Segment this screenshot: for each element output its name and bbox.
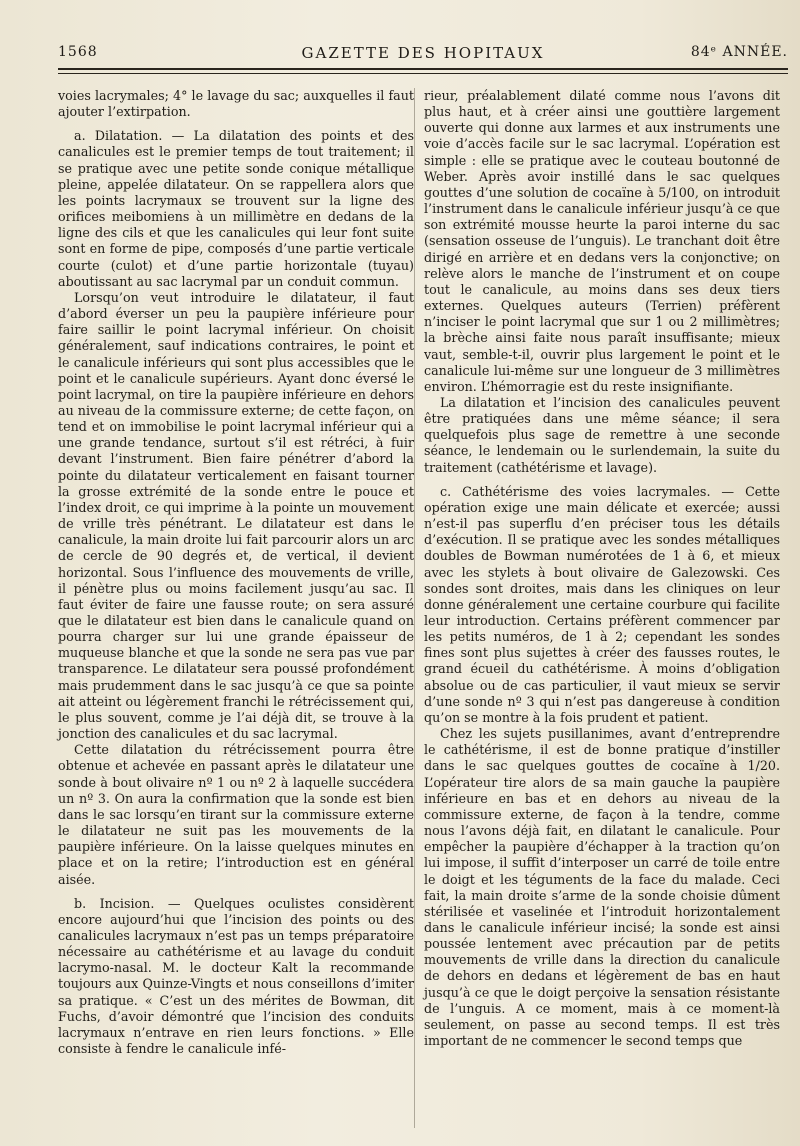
paragraph: voies lacrymales; 4° le lavage du sac; auxquelles il faut ajouter l’extirpation. xyxy=(58,88,414,120)
header-rule-thin xyxy=(58,73,788,74)
right-column xyxy=(424,88,780,1049)
journal-title: GAZETTE DES HOPITAUX xyxy=(301,44,545,62)
column-divider xyxy=(414,88,415,1128)
volume-year: 84ᵉ ANNÉE. xyxy=(690,44,788,60)
left-column xyxy=(58,88,414,1057)
paragraph: b. Incision. — Quelques oculistes considèrent encore aujourd’hui que l’incision des points ou des canalicules lacrymaux n’est pas un temps préparatoire nécessaire au cathétérisme et au lavage du conduit lacrymo-nasal. M. le docteur Kalt la recommande toujours aux Quinze-Vingts et nous conseillons d’imiter sa pratique. « C’est un des mérites de Bowman, dit Fuchs, d’avoir démontré que l’incision des conduits lacrymaux n’entrave en rien leurs fonctions. » Elle consiste à fendre le canalicule infé- xyxy=(58,895,414,1057)
paragraph: Cette dilatation du rétrécissement pourra être obtenue et achevée en passant après le dilatateur une sonde à bout olivaire nº 1 ou nº 2 à laquelle succédera un nº 3. On aura la confirmation que la sonde est bien dans le sac lorsqu’en tirant sur la commissure externe le dilatateur ne suit pas les mouvements de la paupière inférieure. On la laisse quelques minutes en place et on la retire; l’introduction est en général aisée. xyxy=(58,742,414,887)
paragraph: a. Dilatation. — La dilatation des points et des canalicules est le premier temps de tout traitement; il se pratique avec une petite sonde conique métallique pleine, appelée dilatateur. On se rappellera alors que les points lacrymaux se trouvent sur la ligne des orifices meibomiens à un millimètre en dedans de la ligne des cils et que les canalicules qui leur font suite sont en forme de pipe, composés d’une partie verticale courte (culot) et d’une partie horizontale (tuyau) aboutissant au sac lacrymal par un conduit commun. xyxy=(58,128,414,289)
header-rule-thick xyxy=(58,68,788,70)
paragraph: c. Cathétérisme des voies lacrymales. — Cette opération exige une main délicate et exercée; aussi n’est-il pas superflu d’en préciser tous les détails d’exécution. Il se pratique avec les sondes métalliques doubles de Bowman numérotées de 1 à 6, et mieux avec les stylets à bout olivaire de Galezowski. Ces sondes sont droites, mais dans les cliniques on leur donne généralement une certaine courbure qui facilite leur introduction. Certains préfèrent commencer par les petits numéros, de 1 à 2; cependant les sondes fines sont plus sujettes à créer des fausses routes, le grand écueil du cathétérisme. À moins d’obligation absolue ou de cas particulier, il vaut mieux se servir d’une sonde nº 3 qui n’est pas dangereuse à condition qu’on se montre à la fois prudent et patient. xyxy=(424,483,780,725)
paragraph: Lorsqu’on veut introduire le dilatateur, il faut d’abord éverser un peu la paupière inférieure pour faire saillir le point lacrymal inférieur. On choisit généralement, sauf indications contraires, le point et le canalicule inférieurs qui sont plus accessibles que le point et le canalicule supérieurs. Ayant donc éversé le point lacrymal, on tire la paupière inférieure en dehors au niveau de la commissure externe; de cette façon, on tend et on immobilise le point lacrymal inférieur qui a une grande tendance, surtout s’il est rétréci, à fuir devant l’instrument. Bien faire pénétrer d’abord la pointe du dilatateur verticalement en faisant tourner la grosse extrémité de la sonde entre le pouce et l’index droit, ce qui imprime à la pointe un mouvement de vrille très pénétrant. Le dilatateur est dans le canalicule, la main droite lui fait parcourir alors un arc de cercle de 90 degrés et, de vertical, il devient horizontal. Sous l’influence des mouvements de vrille, il pénètre plus ou moins facilement jusqu’au sac. Il faut éviter de faire une fausse route; on sera assuré que le dilatateur est bien dans le canalicule quand on pourra charger sur lui une grande épaisseur de muqueuse blanche et que la sonde ne sera pas vue par transparence. Le dilatateur sera poussé profondément mais prudemment dans le sac jusqu’à ce que sa pointe ait atteint ou légèrement franchi le rétrécissement qui, le plus souvent, comme je l’ai déjà dit, se trouve à la jonction des canalicules et du sac lacrymal. xyxy=(58,289,414,742)
paragraph: La dilatation et l’incision des canalicules peuvent être pratiquées dans une même séance; il sera quelquefois plus sage de remettre à une seconde séance, le lendemain ou le surlendemain, la suite du traitement (cathétérisme et lavage). xyxy=(424,394,780,475)
page-header xyxy=(58,44,788,68)
paragraph: Chez les sujets pusillanimes, avant d’entreprendre le cathétérisme, il est de bonne pratique d’instiller dans le sac quelques gouttes de cocaïne à 1/20. L’opérateur tire alors de sa main gauche la paupière inférieure en bas et en dehors au niveau de la commissure externe, de façon à la tendre, comme nous l’avons déjà fait, en dilatant le canalicule. Pour empêcher la paupière d’échapper à la traction qu’on lui impose, il suffit d’interposer un carré de toile entre le doigt et les téguments de la face du malade. Ceci fait, la main droite s’arme de la sonde choisie dûment stérilisée et vaselinée et l’introduit horizontalement dans le canalicule inférieur incisé; la sonde est ainsi poussée lentement avec précaution par de petits mouvements de vrille dans la direction du canalicule de dehors en dedans et légèrement de bas en haut jusqu’à ce que le doigt perçoive la sensation résistante de l’unguis. A ce moment, mais à ce moment-là seulement, on passe au second temps. Il est très important de ne commencer le second temps que xyxy=(424,726,780,1049)
page-number: 1568 xyxy=(58,44,98,60)
paragraph: rieur, préalablement dilaté comme nous l’avons dit plus haut, et à créer ainsi une gouttière largement ouverte qui donne aux larmes et aux instruments une voie d’accès facile sur le sac lacrymal. L’opération est simple : elle se pratique avec le couteau boutonné de Weber. Après avoir instillé dans le sac quelques gouttes d’une solution de cocaïne à 5/100, on introduit l’instrument dans le canalicule inférieur jusqu’à ce que son extrémité mousse heurte la paroi interne du sac (sensation osseuse de l’unguis). Le tranchant doit être dirigé en arrière et en dedans vers la conjonctive; on relève alors le manche de l’instrument et on coupe tout le canalicule, au moins dans ses deux tiers externes. Quelques auteurs (Terrien) préfèrent n’inciser le point lacrymal que sur 1 ou 2 millimètres; la brèche ainsi faite nous paraît insuffisante; mieux vaut, semble-t-il, ouvrir plus largement le point et le canalicule lui-même sur une longueur de 3 millimètres environ. L’hémorragie est du reste insignifiante. xyxy=(424,88,780,394)
